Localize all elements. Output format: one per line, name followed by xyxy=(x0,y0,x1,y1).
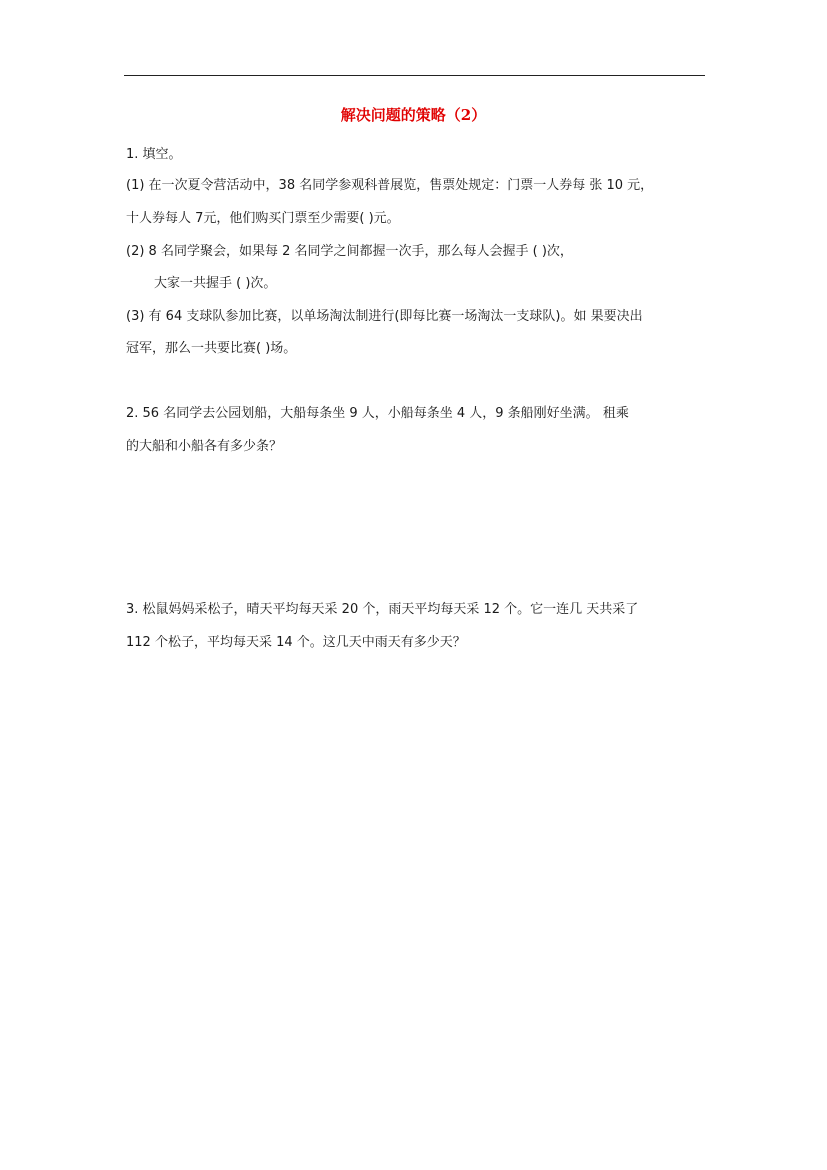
page-title: 解决问题的策略（2） xyxy=(340,106,487,124)
question-2-line1: 2. 56 名同学去公园划船，大船每条坐 9 人，小船每条坐 4 人，9 条船刚好坐满。 租乘 xyxy=(126,406,629,421)
question-1-heading: 1. 填空。 xyxy=(126,147,182,162)
q1-part1-line1: (1) 在一次夏令营活动中，38 名同学参观科普展览，售票处规定：门票一人券每 张 10 元， xyxy=(126,178,654,193)
q1-part1-line2: 十人券每人 7元，他们购买门票至少需要( )元。 xyxy=(126,211,400,226)
question-2-line2: 的大船和小船各有多少条？ xyxy=(126,439,283,454)
question-3-line1: 3. 松鼠妈妈采松子，晴天平均每天采 20 个，雨天平均每天采 12 个。它一连几 天共采了 xyxy=(126,602,639,617)
q1-part3-line1: (3) 有 64 支球队参加比赛，以单场淘汰制进行(即每比赛一场淘汰一支球队)。如 果要决出 xyxy=(126,309,643,324)
q1-part2-line2: 大家一共握手 ( )次。 xyxy=(154,276,277,291)
q1-part2-line1: (2) 8 名同学聚会，如果每 2 名同学之间都握一次手，那么每人会握手 ( )次， xyxy=(126,244,573,259)
header-rule xyxy=(124,75,705,76)
question-3-line2: 112 个松子，平均每天采 14 个。这几天中雨天有多少天？ xyxy=(126,635,466,650)
q1-part3-line2: 冠军，那么一共要比赛( )场。 xyxy=(126,341,297,356)
